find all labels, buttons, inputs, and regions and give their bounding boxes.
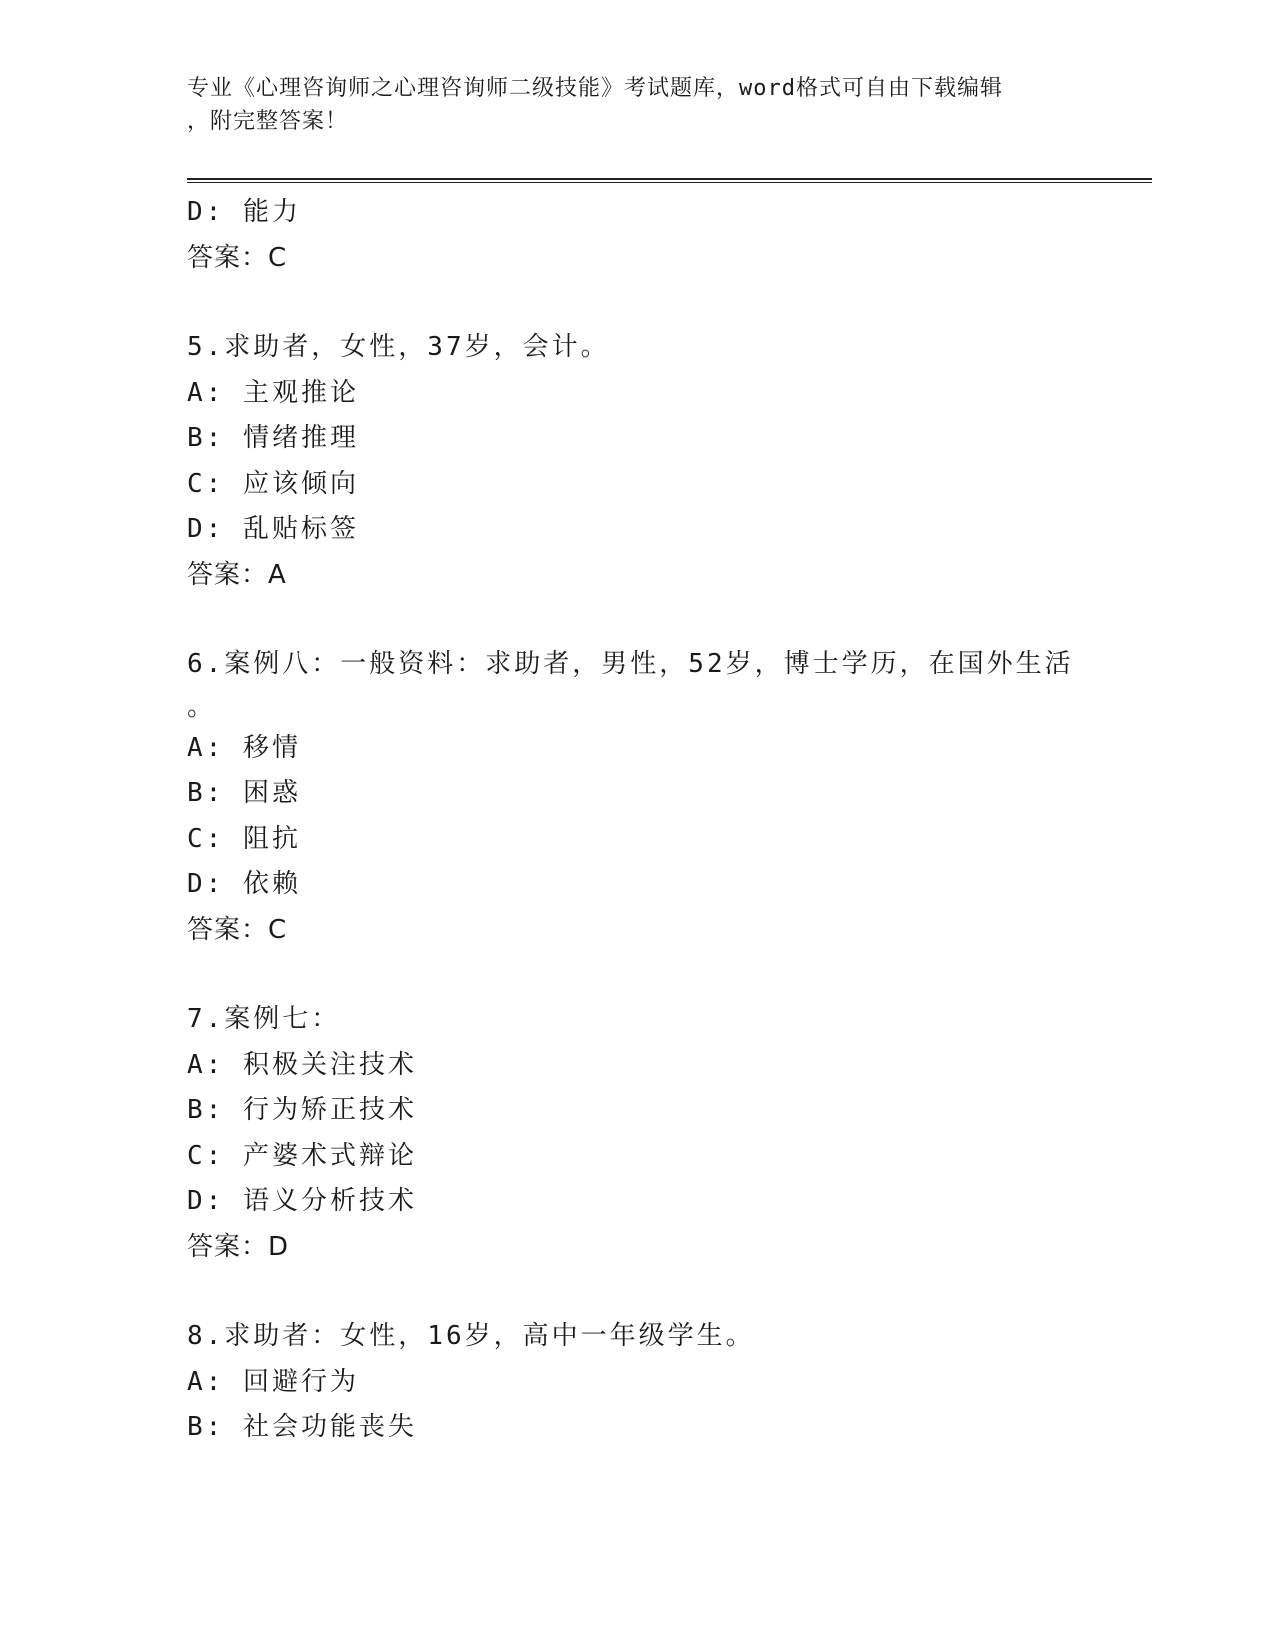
answer-line: 答案：C [187,242,288,273]
question-stem: 7.案例七： [187,1004,341,1034]
question-5 [187,325,1152,598]
option-b: B: 困惑 [187,778,301,808]
header-line-1: 专业《心理咨询师之心理咨询师二级技能》考试题库，word格式可自由下载编辑 [187,76,1003,101]
option-b: B: 社会功能丧失 [187,1412,417,1442]
option-c: C: 产婆术式辩论 [187,1140,417,1171]
question-stem: 8.求助者：女性，16岁，高中一年级学生。 [187,1321,755,1351]
option-a: A: 主观推论 [187,377,359,408]
option-b: B: 行为矫正技术 [187,1095,417,1125]
question-6 [187,642,1152,953]
option-d: D: 能力 [187,197,301,227]
option-d: D: 乱贴标签 [187,514,359,544]
header-divider-thick [187,178,1152,180]
question-stem: 6.案例八：一般资料：求助者，男性，52岁，博士学历，在国外生活 [187,649,1074,679]
header-divider-thin [187,182,1152,183]
answer-line: 答案：D [187,1231,290,1262]
option-a: A: 积极关注技术 [187,1049,417,1080]
option-c: C: 阻抗 [187,823,301,854]
question-8 [187,1314,1152,1451]
header-line-2: ，附完整答案！ [187,109,349,134]
question-stem-continued: 。 [187,691,214,722]
option-d: D: 语义分析技术 [187,1186,417,1216]
option-a: A: 移情 [187,732,301,763]
option-c: C: 应该倾向 [187,468,359,499]
answer-line: 答案：C [187,914,288,945]
option-a: A: 回避行为 [187,1366,359,1397]
question-7 [187,997,1152,1270]
document-header [187,72,1067,138]
question-stem: 5.求助者，女性，37岁，会计。 [187,332,610,362]
option-d: D: 依赖 [187,869,301,899]
option-b: B: 情绪推理 [187,423,359,453]
previous-question-tail [187,190,1152,281]
question-list [187,190,1152,1451]
answer-line: 答案：A [187,559,287,590]
